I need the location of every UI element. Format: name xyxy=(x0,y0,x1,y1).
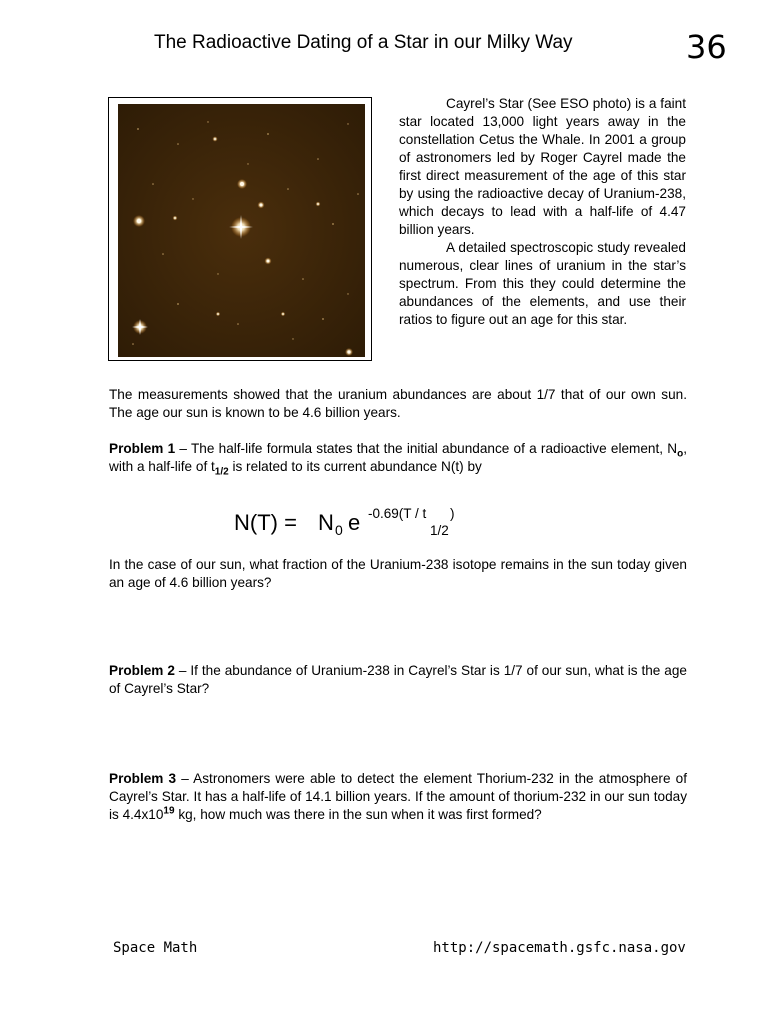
footer-brand: Space Math xyxy=(113,940,198,956)
star-field-image xyxy=(118,104,365,357)
footer-url[interactable]: http://spacemath.gsfc.nasa.gov xyxy=(433,940,686,956)
problem-3-exponent: 19 xyxy=(163,805,175,817)
formula-exponent: -0.69(T / t xyxy=(368,506,427,521)
formula-exponent-sub: 1/2 xyxy=(430,523,449,538)
eso-star-photo xyxy=(108,97,372,361)
intro-paragraph-1: Cayrel’s Star (See ESO photo) is a faint star located 13,000 light years away in the constellation Cetus the Whale. In 2001 a group of astronomers led by Roger Cayrel made the first direct measurement of the age of this star by using the radioactive decay of Uranium-238, which decays to lead with a half-life of 4.47 billion years. xyxy=(399,96,686,237)
problem-1-sub-o: o xyxy=(677,448,684,460)
measurements-paragraph: The measurements showed that the uranium abundances are about 1/7 that of our own sun. The age our sun is known to be 4.6 billion years. xyxy=(109,387,687,420)
page-number: 36 xyxy=(686,28,727,66)
formula-n: N xyxy=(318,510,334,535)
problem-1-text-c: is related to its current abundance N(t) by xyxy=(228,459,482,474)
intro-text xyxy=(399,95,686,329)
problem-1-text-a: – The half-life formula states that the initial abundance of a radioactive element, N xyxy=(175,441,678,456)
problem-1-label: Problem 1 xyxy=(109,441,176,456)
problem-2-statement xyxy=(109,662,687,698)
problem-3-label: Problem 3 xyxy=(109,771,177,786)
formula-lhs: N(T) = xyxy=(234,510,297,535)
problem-1-text-b: , with a half-life of t xyxy=(109,441,687,474)
problem-1-sub-half: 1/2 xyxy=(214,466,229,478)
problem-1-question: In the case of our sun, what fraction of the Uranium-238 isotope remains in the sun today given an age of 4.6 billion years? xyxy=(109,557,687,590)
problem-3-text-b: kg, how much was there in the sun when it was first formed? xyxy=(174,807,542,822)
page-title: The Radioactive Dating of a Star in our Milky Way xyxy=(154,32,573,53)
problem-1-statement xyxy=(109,440,687,476)
formula-exponent-close: ) xyxy=(450,506,455,521)
problem-2-label: Problem 2 xyxy=(109,663,175,678)
problem-2-text: – If the abundance of Uranium-238 in Cayrel’s Star is 1/7 of our sun, what is the age of Cayrel’s Star? xyxy=(109,663,687,696)
problem-3-statement xyxy=(109,770,687,824)
formula-e: e xyxy=(348,510,361,535)
formula-n-sub: 0 xyxy=(335,522,343,538)
half-life-formula xyxy=(234,506,494,546)
intro-paragraph-2: A detailed spectroscopic study revealed numerous, clear lines of uranium in the star’s spectrum. From this they could determine the abundances of the elements, and use their ratios to figure out an age for this star. xyxy=(399,240,686,327)
problem-3-text-a: – Astronomers were able to detect the element Thorium-232 in the atmosphere of Cayrel’s Star. It has a half-life of 14.1 billion years. If the amount of thorium-232 in our sun today is 4.4x10 xyxy=(109,771,687,822)
